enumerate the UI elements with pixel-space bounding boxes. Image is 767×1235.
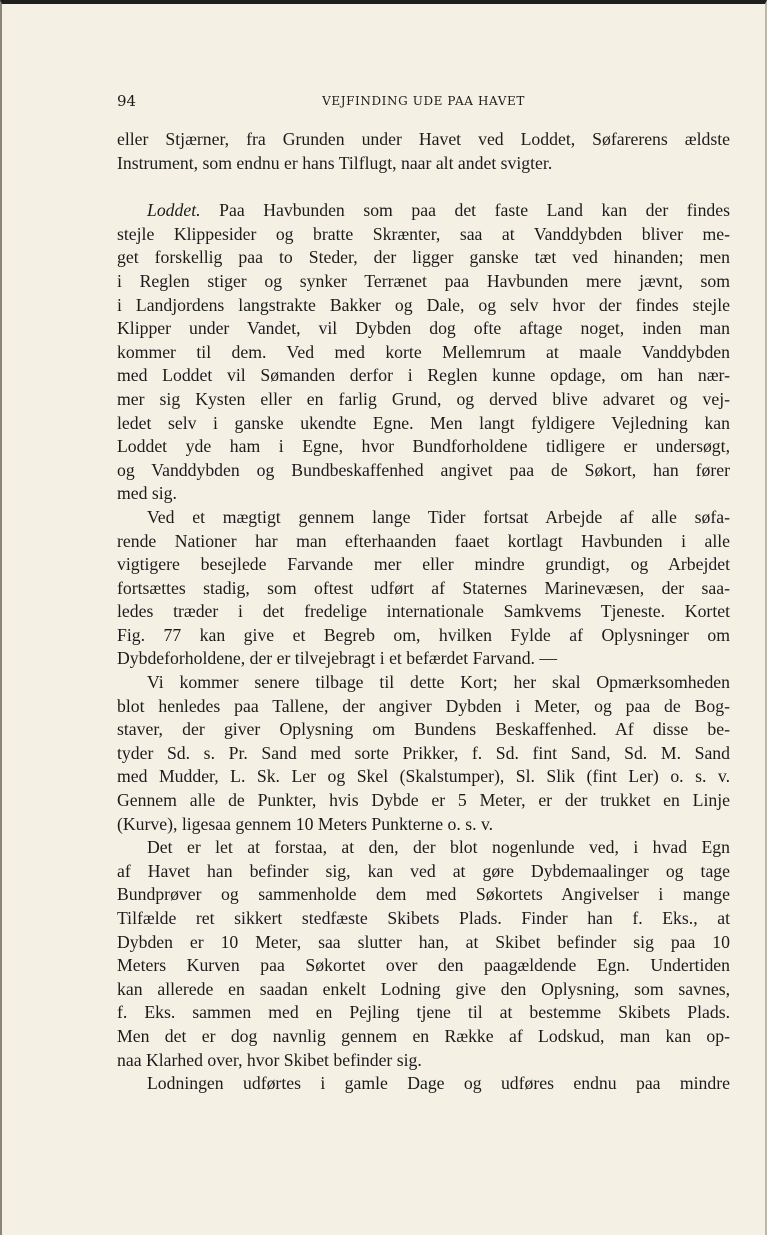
text-line: ledes træder i det fredelige internationale Samkvems Tjeneste. Kortet [117, 601, 730, 622]
text-line: Loddet yde ham i Egne, hvor Bundforholdene tidligere er undersøgt, [117, 436, 730, 457]
paragraph [117, 671, 730, 836]
text-line: med Mudder, L. Sk. Ler og Skel (Skalstumper), Sl. Slik (fint Ler) o. s. v. [117, 766, 730, 787]
paragraph [117, 506, 730, 671]
text-line: af Havet han befinder sig, kan ved at gøre Dybdemaalinger og tage [117, 860, 730, 881]
text-line: f. Eks. sammen med en Pejling tjene til at bestemme Skibets Plads. [117, 1002, 730, 1023]
text-line: Gennem alle de Punkter, hvis Dybde er 5 Meter, er der trukket en Linje [117, 790, 730, 811]
text-line [117, 199, 730, 223]
text-line: get forskellig paa to Steder, der ligger ganske tæt ved hinanden; men [117, 247, 730, 268]
text-line: i Reglen stiger og synker Terrænet paa Havbunden mere jævnt, som [117, 270, 730, 291]
text-line: Tilfælde ret sikkert stedfæste Skibets Plads. Finder han f. Eks., at [117, 908, 730, 928]
text-line: Klipper under Vandet, vil Dybden dog ofte aftage noget, inden man [117, 318, 730, 339]
text-line: ledet selv i ganske ukendte Egne. Men langt fyldigere Vejledning kan [117, 412, 730, 433]
text-line: med Loddet vil Sømanden derfor i Reglen kunne opdage, om han nær- [117, 365, 730, 386]
running-head: VEJFINDING UDE PAA HAVET [322, 94, 525, 108]
text-line: Ved et mægtigt gennem lange Tider fortsat Arbejde af alle søfa- [147, 506, 730, 527]
text-line: stejle Klippesider og bratte Skrænter, saa at Vanddybden bliver me- [117, 223, 730, 244]
text-line: i Landjordens langstrakte Bakker og Dale, og selv hvor der findes stejle [117, 294, 730, 315]
text-line: naa Klarhed over, hvor Skibet befinder sig. [117, 1049, 422, 1070]
text-run: Paa Havbunden som paa det faste Land kan der findes [200, 200, 730, 221]
text-line: Instrument, som endnu er hans Tilflugt, naar alt andet svigter. [117, 152, 553, 173]
paragraph [117, 199, 730, 506]
section-lead: Loddet. [147, 200, 201, 221]
page-header [117, 92, 730, 112]
paragraph [117, 128, 730, 175]
text-line: Dybden er 10 Meter, saa slutter han, at Skibet befinder sig paa 10 [117, 931, 730, 952]
paragraph [117, 1072, 730, 1096]
text-line: rende Nationer har man efterhaanden faaet kortlagt Havbunden i alle [117, 530, 730, 551]
text-line: og Vanddybden og Bundbeskaffenhed angivet paa de Søkort, han fører [117, 459, 730, 480]
text-line: kan allerede en saadan enkelt Lodning give den Oplysning, som savnes, [117, 978, 730, 999]
text-line: Fig. 77 kan give et Begreb om, hvilken Fylde af Oplysninger om [117, 624, 730, 645]
text-line: tyder Sd. s. Pr. Sand med sorte Prikker, f. Sd. fint Sand, Sd. M. Sand [117, 742, 730, 763]
text-line: Men det er dog navnlig gennem en Række af Lodskud, man kan op- [117, 1025, 730, 1046]
text-line: Meters Kurven paa Søkortet over den paagældende Egn. Undertiden [117, 955, 730, 976]
text-line: med sig. [117, 483, 177, 504]
text-line: Bundprøver og sammenholde dem med Søkortets Angivelser i mange [117, 884, 730, 905]
text-line: Vi kommer senere tilbage til dette Kort; her skal Opmærksomheden [147, 672, 730, 693]
text-line: staver, der giver Oplysning om Bundens Beskaffenhed. Af disse be- [117, 719, 730, 740]
text-line: vigtigere besejlede Farvande mer eller mindre grundigt, og Arbejdet [117, 554, 730, 575]
page-number: 94 [117, 92, 137, 110]
text-line: mer sig Kysten eller en farlig Grund, og derved blive advaret og vej- [117, 388, 730, 409]
text-line: kommer til dem. Ved med korte Mellemrum at maale Vanddybden [117, 341, 730, 362]
text-line: fortsættes stadig, som oftest udført af Staternes Marinevæsen, der saa- [117, 577, 730, 598]
body-text [117, 128, 730, 1096]
paragraph [117, 836, 730, 1072]
text-line: (Kurve), ligesaa gennem 10 Meters Punkterne o. s. v. [117, 813, 494, 834]
text-line: blot henledes paa Tallene, der angiver Dybden i Meter, og paa de Bog- [117, 695, 730, 716]
text-line: eller Stjærner, fra Grunden under Havet ved Loddet, Søfarerens ældste [117, 129, 730, 149]
text-line: Det er let at forstaa, at den, der blot nogenlunde ved, i hvad Egn [147, 837, 730, 858]
text-line: Dybdeforholdene, der er tilvejebragt i et befærdet Farvand. — [117, 648, 558, 669]
text-line: Lodningen udførtes i gamle Dage og udføres endnu paa mindre [147, 1073, 730, 1094]
